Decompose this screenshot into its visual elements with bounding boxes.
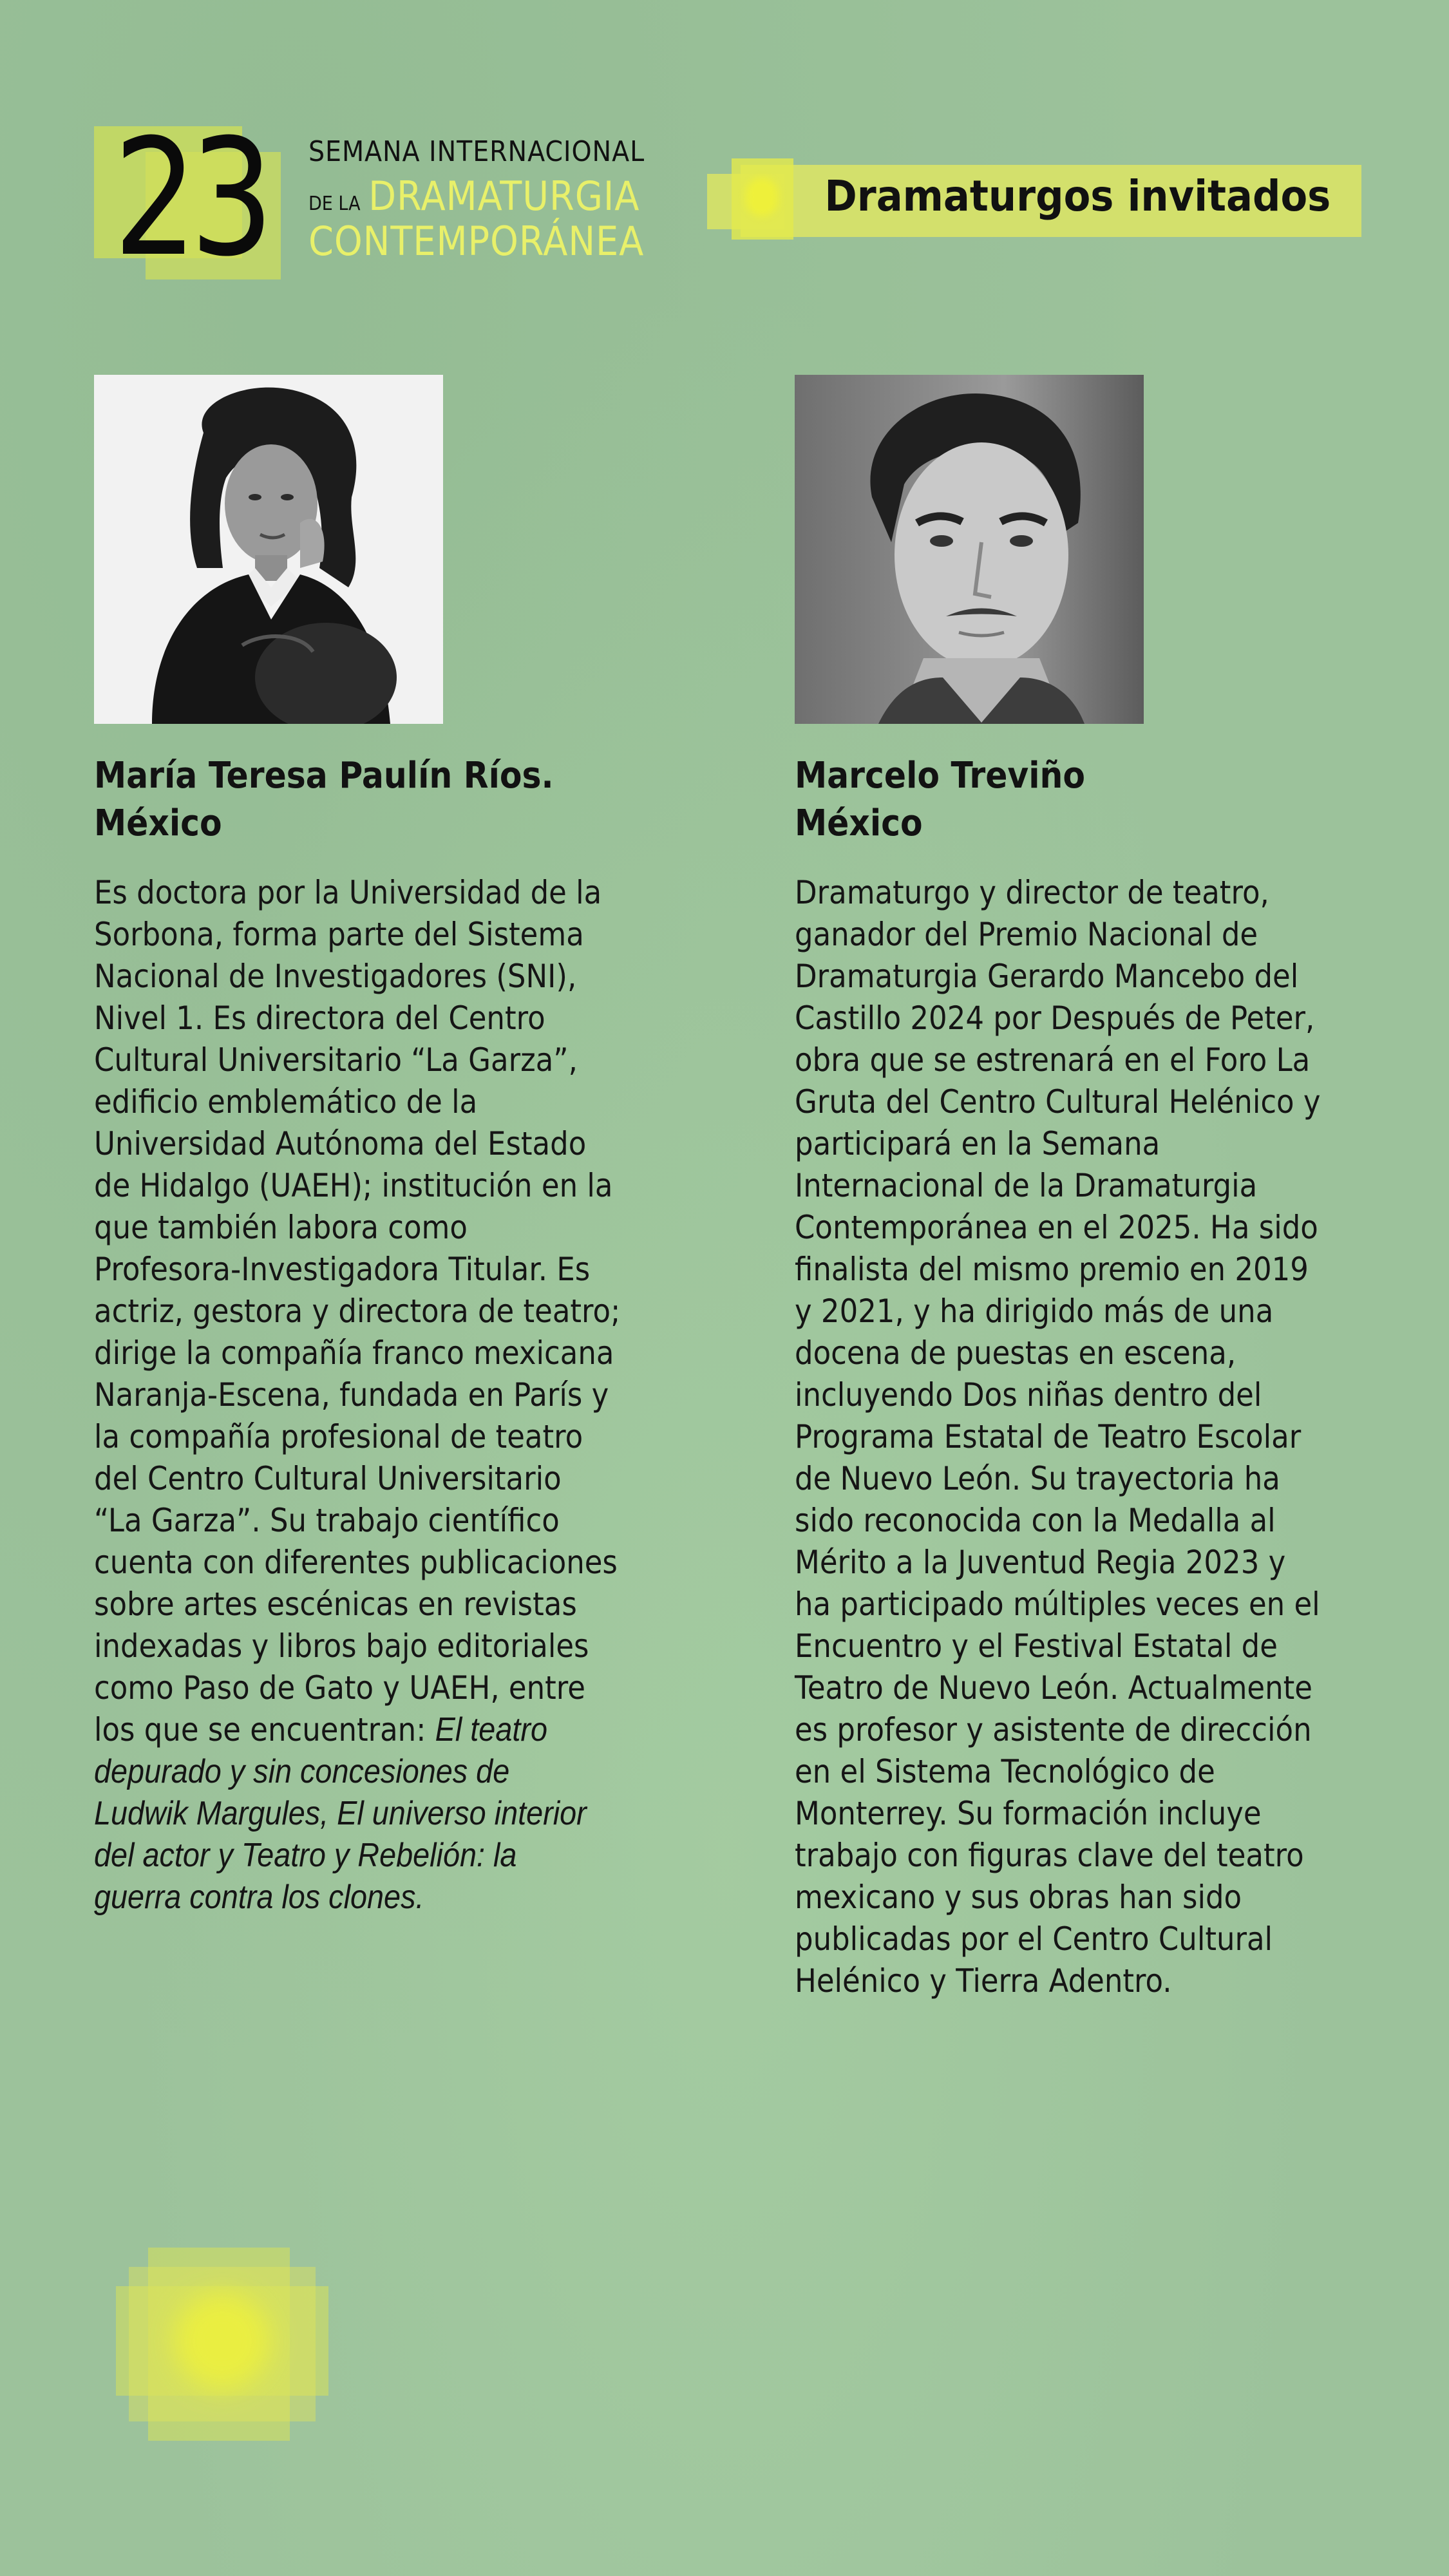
bio-line: cuenta con diferentes publicaciones [94,1544,618,1581]
bio-line: es profesor y asistente de dirección [795,1711,1312,1748]
guest-card-1 [94,375,687,1918]
bio-italic-line: del actor y Teatro y Rebelión: la [94,1837,517,1874]
bio-line: Teatro de Nuevo León. Actualmente [795,1669,1312,1707]
bio-line: los que se encuentran: El teatro [94,1711,547,1748]
bio-line: actriz, gestora y directora de teatro; [94,1293,621,1330]
bio-line: Nacional de Investigadores (SNI), [94,958,577,995]
bio-line: la compañía profesional de teatro [94,1418,583,1455]
guest-bio [94,872,685,1918]
bio-line: incluyendo Dos niñas dentro del [795,1376,1262,1414]
bio-italic-line: depurado y sin concesiones de [94,1753,510,1790]
bio-line: y 2021, y ha dirigido más de una [795,1293,1274,1330]
bio-line: Monterrey. Su formación incluye [795,1795,1262,1832]
bio-line: Gruta del Centro Cultural Helénico y [795,1083,1321,1121]
bio-line: Castillo 2024 por Después de Peter, [795,999,1315,1037]
bio-line: Es doctora por la Universidad de la [94,874,602,911]
guest-name [94,752,627,848]
bio-line: ganador del Premio Nacional de [795,916,1258,953]
bio-line: de Nuevo León. Su trayectoria ha [795,1460,1280,1497]
bio-line: participará en la Semana [795,1125,1160,1162]
decorative-glow-squares [116,2248,328,2447]
guest-name-line: Marcelo Treviño [795,755,1086,797]
bio-line: Mérito a la Juventud Regia 2023 y [795,1544,1286,1581]
bio-line: sido reconocida con la Medalla al [795,1502,1276,1539]
bio-line: del Centro Cultural Universitario [94,1460,562,1497]
bio-italic-line: Ludwik Margules, El universo interior [94,1795,587,1832]
guest-country: México [795,802,923,844]
bio-line: Programa Estatal de Teatro Escolar [795,1418,1302,1455]
logo-text-dramaturgia: DRAMATURGIA [368,173,640,220]
bio-line: edificio emblemático de la [94,1083,478,1121]
guest-photo-marcelo [795,375,1144,724]
bio-line: mexicano y sus obras han sido [795,1879,1242,1916]
guest-country: México [94,802,222,844]
bio-line: Cultural Universitario “La Garza”, [94,1041,578,1079]
bio-line: dirige la compañía franco mexicana [94,1334,614,1372]
bio-line: ha participado múltiples veces en el [795,1586,1320,1623]
logo-text-prefix: DE LA [308,193,361,215]
bio-line: “La Garza”. Su trabajo científico [94,1502,560,1539]
bio-line: Sorbona, forma parte del Sistema [94,916,584,953]
bio-line: Nivel 1. Es directora del Centro [94,999,545,1037]
guest-name [795,752,1328,848]
bio-line: finalista del mismo premio en 2019 [795,1251,1309,1288]
logo-edition-number: 23 [113,104,267,292]
bio-line: Contemporánea en el 2025. Ha sido [795,1209,1318,1246]
bio-line: en el Sistema Tecnológico de [795,1753,1215,1790]
bio-line: Profesora-Investigadora Titular. Es [94,1251,591,1288]
bio-line: indexadas y libros bajo editoriales [94,1627,589,1665]
guest-bio [795,872,1386,2002]
bio-line: Universidad Autónoma del Estado [94,1125,587,1162]
bio-italic-title: El teatro [435,1711,547,1748]
title-glow-spot [746,178,778,216]
logo-text-line2 [308,173,639,220]
bio-line: Naranja-Escena, fundada en París y [94,1376,609,1414]
bio-line: Encuentro y el Festival Estatal de [795,1627,1278,1665]
section-title: Dramaturgos invitados [824,171,1331,221]
bio-line: Internacional de la Dramaturgia [795,1167,1258,1204]
guest-name-line: María Teresa Paulín Ríos. [94,755,554,797]
guest-card-2 [795,375,1387,2002]
bio-line: Dramaturgo y director de teatro, [795,874,1269,911]
bio-line: Helénico y Tierra Adentro. [795,1962,1172,2000]
bio-line: que también labora como [94,1209,468,1246]
logo-text-line3: CONTEMPORÁNEA [308,218,645,265]
logo-text-line1: SEMANA INTERNACIONAL [308,135,645,168]
bio-line: sobre artes escénicas en revistas [94,1586,577,1623]
section-title-bar [707,158,1361,240]
bio-line: docena de puestas en escena, [795,1334,1236,1372]
guest-photo-maria-teresa [94,375,443,724]
festival-logo [94,104,648,292]
bio-line: como Paso de Gato y UAEH, entre [94,1669,585,1707]
bio-line: de Hidalgo (UAEH); institución en la [94,1167,613,1204]
bio-line: Dramaturgia Gerardo Mancebo del [795,958,1299,995]
bio-line: publicadas por el Centro Cultural [795,1920,1273,1958]
bio-line: trabajo con figuras clave del teatro [795,1837,1304,1874]
bio-line: obra que se estrenará en el Foro La [795,1041,1311,1079]
bio-italic-line: guerra contra los clones. [94,1879,424,1916]
